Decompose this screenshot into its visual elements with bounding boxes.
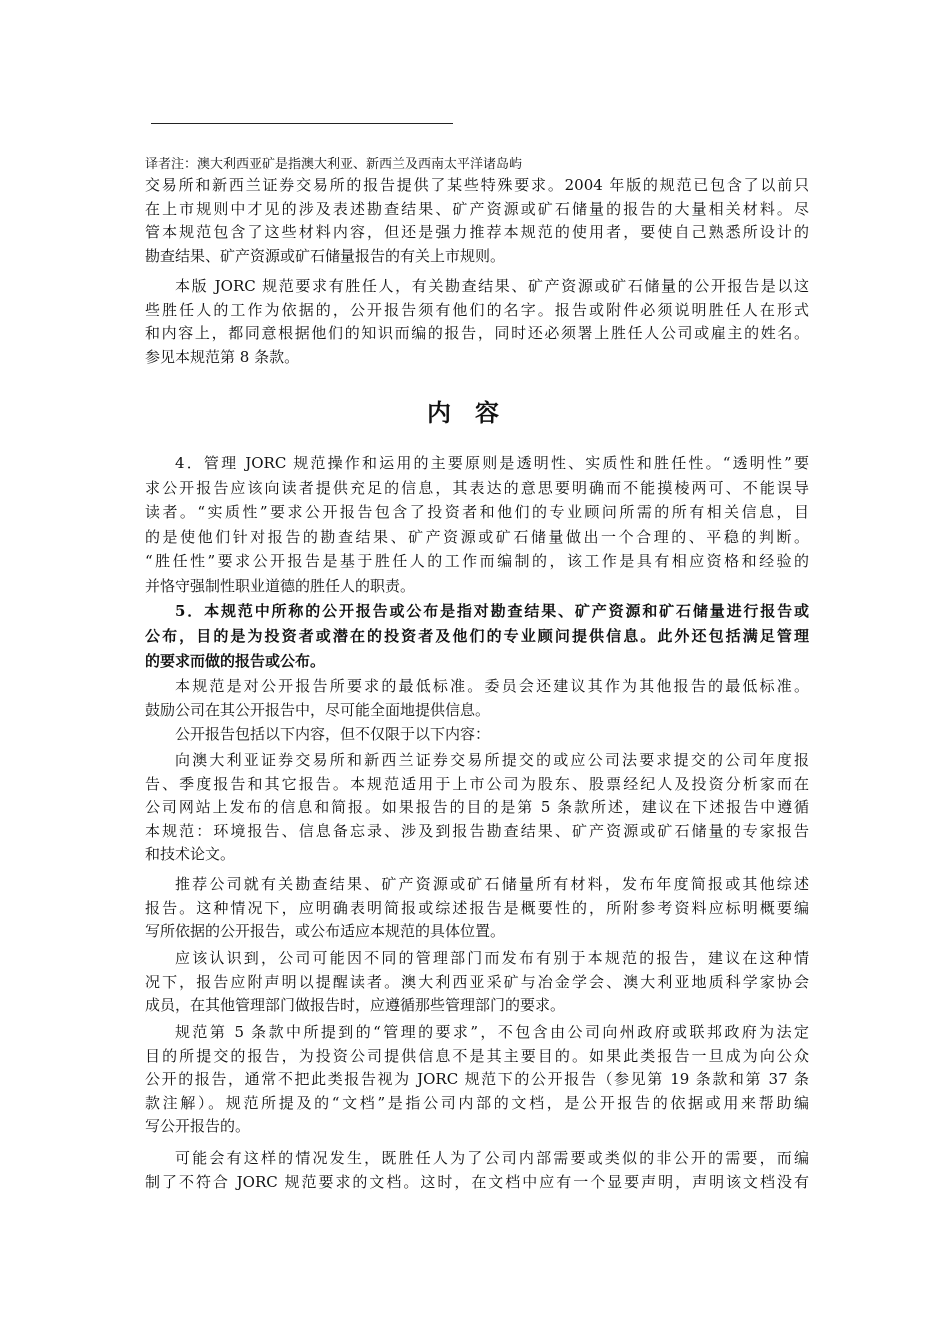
text-line: 本规范是对公开报告所要求的最低标准。委员会还建议其作为其他报告的最低标准。 bbox=[175, 677, 809, 695]
text-line: 公开报告包括以下内容，但不仅限于以下内容： bbox=[175, 725, 491, 743]
paragraph-annual-reports bbox=[145, 749, 809, 867]
text-line: 交易所和新西兰证券交易所的报告提供了某些特殊要求。2004 年版的规范已包含了以前只 bbox=[145, 176, 809, 194]
text-line: 写公开报告的。 bbox=[145, 1117, 251, 1135]
text-line: 制了不符合 JORC 规范要求的文档。这时，在文档中应有一个显要声明，声明该文档没有 bbox=[145, 1172, 809, 1191]
text-line: 的是使他们针对报告的勘查结果、矿产资源或矿石储量做出一个合理的、平稳的判断。 bbox=[145, 527, 809, 546]
paragraph-includes bbox=[145, 723, 809, 747]
text-line: 应该认识到，公司可能因不同的管理部门而发布有别于本规范的报告，建议在这种情 bbox=[175, 949, 809, 967]
text-line: 鼓励公司在其公开报告中，尽可能全面地提供信息。 bbox=[145, 700, 491, 719]
text-line: 推荐公司就有关勘查结果、矿产资源或矿石储量所有材料，发布年度简报或其他综述 bbox=[175, 875, 809, 893]
text-line: 5．本规范中所称的公开报告或公布是指对勘查结果、矿产资源和矿石储量进行报告或 bbox=[175, 602, 809, 620]
text-line: 些胜任人的工作为依据的，公开报告须有他们的名字。报告或附件必须说明胜任人在形式 bbox=[145, 300, 809, 319]
text-line: 告、季度报告和其它报告。本规范适用于上市公司为股东、股票经纪人及投资分析家而在 bbox=[145, 774, 809, 793]
text-line: 参见本规范第 8 条款。 bbox=[145, 347, 300, 366]
footnote-rule bbox=[151, 123, 453, 124]
paragraph-internal-documents bbox=[145, 1147, 809, 1194]
text-line: 并恪守强制性职业道德的胜任人的职责。 bbox=[145, 576, 416, 595]
paragraph-listing-rules bbox=[145, 174, 809, 268]
text-line: 求公开报告应该向读者提供充足的信息，其表达的意思要明确而不能摸棱两可、不能误导 bbox=[145, 478, 809, 497]
paragraph-competent-person bbox=[145, 275, 809, 369]
text-line: 可能会有这样的情况发生，既胜任人为了公司内部需要或类似的非公开的需要，而编 bbox=[175, 1149, 809, 1167]
section-title: 内容 bbox=[427, 398, 523, 427]
text-line: 管本规范包含了这些材料内容，但还是强力推荐本规范的使用者，要使自己熟悉所设计的 bbox=[145, 223, 809, 241]
text-line: 报告。这种情况下，应明确表明简报或综述报告是概要性的，所附参考资料应标明概要编 bbox=[145, 898, 809, 917]
text-line: 况下，报告应附声明以提醒读者。澳大利西亚采矿与冶金学会、澳大利亚地质科学家协会 bbox=[145, 972, 809, 991]
paragraph-other-regulators bbox=[145, 947, 809, 1018]
text-line: 和内容上，都同意根据他们的知识而编的报告，同时还必须署上胜任人公司或雇主的姓名。 bbox=[145, 324, 809, 342]
text-line: 勘查结果、矿产资源或矿石储量报告的有关上市规则。 bbox=[145, 246, 506, 265]
text-line: 的要求而做的报告或公布。 bbox=[145, 652, 326, 670]
text-line: 公开的报告，通常不把此类报告视为 JORC 规范下的公开报告（参见第 19 条款和第 37 条 bbox=[145, 1070, 809, 1088]
text-line: 本版 JORC 规范要求有胜任人，有关勘查结果、矿产资源或矿石储量的公开报告是以这 bbox=[175, 277, 809, 295]
text-line: 款注解）。规范所提及的“文档”是指公司内部的文档，是公开报告的依据或用来帮助编 bbox=[145, 1093, 809, 1112]
text-line: 在上市规则中才见的涉及表述勘查结果、矿产资源或矿石储量的报告的大量相关材料。尽 bbox=[145, 199, 809, 218]
text-line: 规范第 5 条款中所提到的“管理的要求”，不包含由公司向州政府或联邦政府为法定 bbox=[175, 1023, 809, 1041]
paragraph-clause-5 bbox=[145, 599, 809, 674]
text-line: 和技术论文。 bbox=[145, 845, 236, 863]
text-line: 公布，目的是为投资者或潜在的投资者及他们的专业顾问提供信息。此外还包括满足管理 bbox=[145, 627, 809, 645]
paragraph-regulatory-requirements bbox=[145, 1021, 809, 1139]
text-line: 向澳大利亚证券交易所和新西兰证券交易所提交的或应公司法要求提交的公司年度报 bbox=[175, 751, 809, 769]
paragraph-summary-reports bbox=[145, 873, 809, 944]
paragraph-clause-4 bbox=[145, 451, 809, 598]
text-line: 写所依据的公开报告，或公布适应本规范的具体位置。 bbox=[145, 922, 506, 940]
text-line: 4．管理 JORC 规范操作和运用的主要原则是透明性、实质性和胜任性。“透明性”要 bbox=[175, 454, 809, 472]
text-line: 目的所提交的报告，为投资公司提供信息不是其主要目的。如果此类报告一旦成为向公众 bbox=[145, 1046, 809, 1065]
text-line: 本规范：环境报告、信息备忘录、涉及到报告勘查结果、矿产资源或矿石储量的专家报告 bbox=[145, 821, 809, 840]
text-line: 成员，在其他管理部门做报告时，应遵循那些管理部门的要求。 bbox=[145, 996, 566, 1014]
text-line: “胜任性”要求公开报告是基于胜任人的工作而编制的，该工作是具有相应资格和经验的 bbox=[145, 552, 809, 570]
paragraph-minimum-standard bbox=[145, 675, 809, 722]
translator-footnote: 译者注：澳大利西亚矿是指澳大利亚、新西兰及西南太平洋诸岛屿 bbox=[145, 157, 523, 172]
text-line: 读者。“实质性”要求公开报告包含了投资者和他们的专业顾问所需的所有相关信息，目 bbox=[145, 503, 809, 521]
text-line: 公司网站上发布的信息和简报。如果报告的目的是第 5 条款所述，建议在下述报告中遵循 bbox=[145, 798, 809, 816]
